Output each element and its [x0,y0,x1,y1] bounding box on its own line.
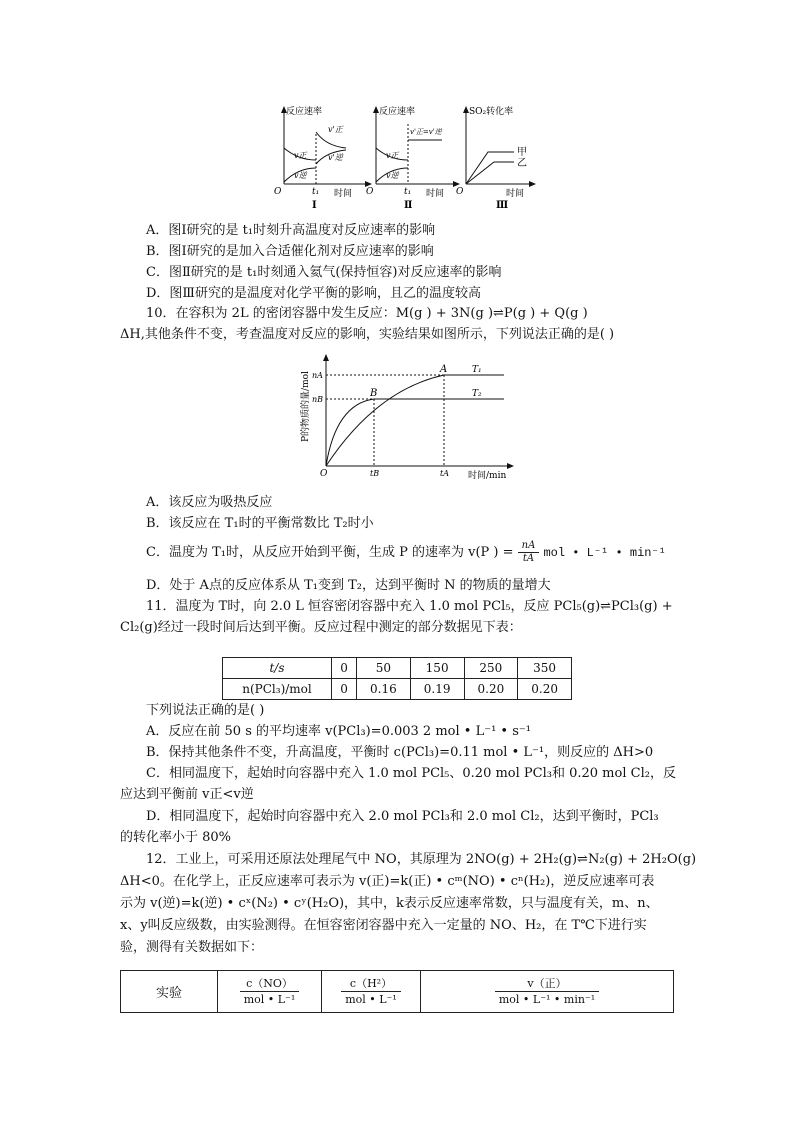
g3-yi: 乙 [517,158,527,169]
q12-header-vzheng [421,971,674,1013]
g2-vzheng: v正 [386,151,399,160]
graph-3 [456,105,536,211]
q11-time-4: 350 [518,658,572,679]
q10-t2: T₂ [472,389,482,399]
q12-line-5: 验，测得有关数据如下： [120,940,264,955]
q11-time-2: 150 [410,658,464,679]
g3-ylabel: SO₂转化率 [469,107,514,117]
q11-table [222,657,572,700]
q12-ch2-num: c（H²） [341,976,401,992]
g1-vzheng: v正 [294,151,307,160]
q10-fraction [518,540,540,565]
graph-2 [366,105,460,211]
q12-cno-den: mol • L⁻¹ [243,993,296,1006]
figure-rate-graphs [270,102,540,212]
q12-header-experiment: 实验 [121,971,218,1013]
q9-option-d: D．图Ⅲ研究的是温度对化学平衡的影响，且乙的温度较高 [146,286,481,301]
q10-graph [296,350,522,480]
g1-caption: Ⅰ [312,200,317,211]
q12-ch2-frac [341,976,401,1007]
g3-origin: O [456,187,464,197]
q12-v-den: mol • L⁻¹ • min⁻¹ [498,993,596,1006]
q10-stem-1: 10．在容积为 2L 的密闭容器中发生反应：M(g ) + 3N(g )⇌P(g ) + Q(g ) [146,306,588,321]
q10-stem-2: ΔH,其他条件不变，考查温度对反应的影响，实验结果如图所示，下列说法正确的是( ) [120,327,615,342]
q12-table [120,970,674,1013]
q9-option-b: B．图Ⅰ研究的是加入合适催化剂对反应速率的影响 [146,244,434,259]
q11-option-c-1: C．相同温度下，起始时向容器中充入 1.0 mol PCl₅、0.20 mol PCl₃和 0.20 mol Cl₂，反 [146,766,676,781]
g3-jia: 甲 [517,147,527,158]
q10-t1: T₁ [472,365,482,375]
q11-value-0: 0 [332,679,357,700]
q12-header-ch2 [322,971,421,1013]
q11-option-c-2: 应达到平衡前 v正<v逆 [120,787,254,802]
q11-value-2: 0.19 [410,679,464,700]
g2-origin: O [366,187,374,197]
q11-value-4: 0.20 [518,679,572,700]
q10-option-c [146,538,666,568]
g1-ylabel: 反应速率 [286,107,323,117]
g2-xlabel: 时间 [426,189,445,199]
q10-ylabel: P的物质的量/mol [301,371,311,442]
g3-xlabel: 时间 [506,189,525,199]
q11-time-0: 0 [332,658,357,679]
q11-option-b: B．保持其他条件不变，升高温度，平衡时 c(PCl₃)=0.11 mol • L⁻¹，则反应的 ΔH>0 [146,745,654,760]
q10-point-a: A [440,364,448,375]
g1-vni-up: v'逆 [328,153,343,162]
q11-time-1: 50 [357,658,411,679]
q10-option-a: A．该反应为吸热反应 [146,495,273,510]
graph-1 [274,105,372,211]
q10-xlabel: 时间/min [468,471,507,480]
q11-time-3: 250 [464,658,518,679]
table-row [223,679,572,700]
q11-option-a: A．反应在前 50 s 的平均速率 v(PCl₃)=0.003 2 mol • L⁻¹ • s⁻¹ [146,724,531,739]
g2-caption: Ⅱ [404,200,413,211]
q10-option-d: D．处于 A点的反应体系从 T₁变到 T₂，达到平衡时 N 的物质的量增大 [146,578,551,593]
q12-cno-num: c（NO） [240,976,300,992]
q12-line-2: ΔH<0。在化学上，正反应速率可表示为 v(正)=k(正) • cᵐ(NO) • cⁿ(H₂)，逆反应速率可表 [120,874,655,889]
g1-t1: t₁ [312,187,320,197]
g1-vzheng-up: v'正 [328,125,343,134]
q10-option-c-text: C．温度为 T₁时，从反应开始到平衡，生成 P 的速率为 v(P ) = [146,545,514,560]
q12-line-1: 12．工业上，可采用还原法处理尾气中 NO，其原理为 2NO(g) + 2H₂(g)⇌N₂(g) + 2H₂O(g) [146,852,697,867]
q10-option-c-unit: mol • L⁻¹ • min⁻¹ [543,546,666,560]
q10-ta: tA [440,469,449,478]
table-row [121,971,674,1013]
q10-na: nA [312,371,323,380]
q11-row1-header: t/s [223,658,332,679]
q12-line-3: 示为 v(逆)=k(逆) • cˣ(N₂) • cʸ(H₂O)，其中，k表示反应速率常数，只与温度有关，m、n、 [120,896,659,911]
q10-nb: nB [312,395,324,404]
q9-option-a: A．图Ⅰ研究的是 t₁时刻升高温度对反应速率的影响 [146,223,436,238]
g2-eq: v'正=v'逆 [410,128,442,136]
q9-option-c: C．图Ⅱ研究的是 t₁时刻通入氦气(保持恒容)对反应速率的影响 [146,265,502,280]
q12-ch2-den: mol • L⁻¹ [345,993,397,1006]
g3-caption: Ⅲ [496,200,509,211]
g1-xlabel: 时间 [334,189,353,199]
q11-value-3: 0.20 [464,679,518,700]
q12-header-cno [218,971,322,1013]
q10-frac-num: nA [518,540,540,553]
table-row [223,658,572,679]
g1-vni: v逆 [294,171,307,180]
q10-point-b: B [370,388,378,399]
q10-frac-den: tA [522,553,535,564]
q11-option-d-1: D．相同温度下，起始时向容器中充入 2.0 mol PCl₃和 2.0 mol Cl₂，达到平衡时，PCl₃ [146,809,659,824]
q11-ask: 下列说法正确的是( ) [146,703,265,718]
q12-v-num: v（正） [495,976,599,992]
q11-stem-2: Cl₂(g)经过一段时间后达到平衡。反应过程中测定的部分数据见下表： [120,620,522,635]
q10-tb: tB [370,469,380,478]
q12-cno-frac [240,976,300,1007]
q11-option-d-2: 的转化率小于 80% [120,830,232,845]
g2-t1: t₁ [404,187,412,197]
q12-v-frac [495,976,599,1007]
g2-vni: v逆 [386,171,399,180]
g1-origin: O [274,187,282,197]
q11-row2-header: n(PCl₃)/mol [223,679,332,700]
q11-stem-1: 11．温度为 T时，向 2.0 L 恒容密闭容器中充入 1.0 mol PCl₅，反应 PCl₅(g)⇌PCl₃(g) + [146,599,673,614]
q11-value-1: 0.16 [357,679,411,700]
q10-origin: O [320,469,328,479]
g2-ylabel: 反应速率 [379,107,416,117]
q12-line-4: x、y叫反应级数，由实验测得。在恒容密闭容器中充入一定量的 NO、H₂，在 T℃下进行实 [120,918,647,933]
q10-option-b: B．该反应在 T₁时的平衡常数比 T₂时小 [146,516,374,531]
